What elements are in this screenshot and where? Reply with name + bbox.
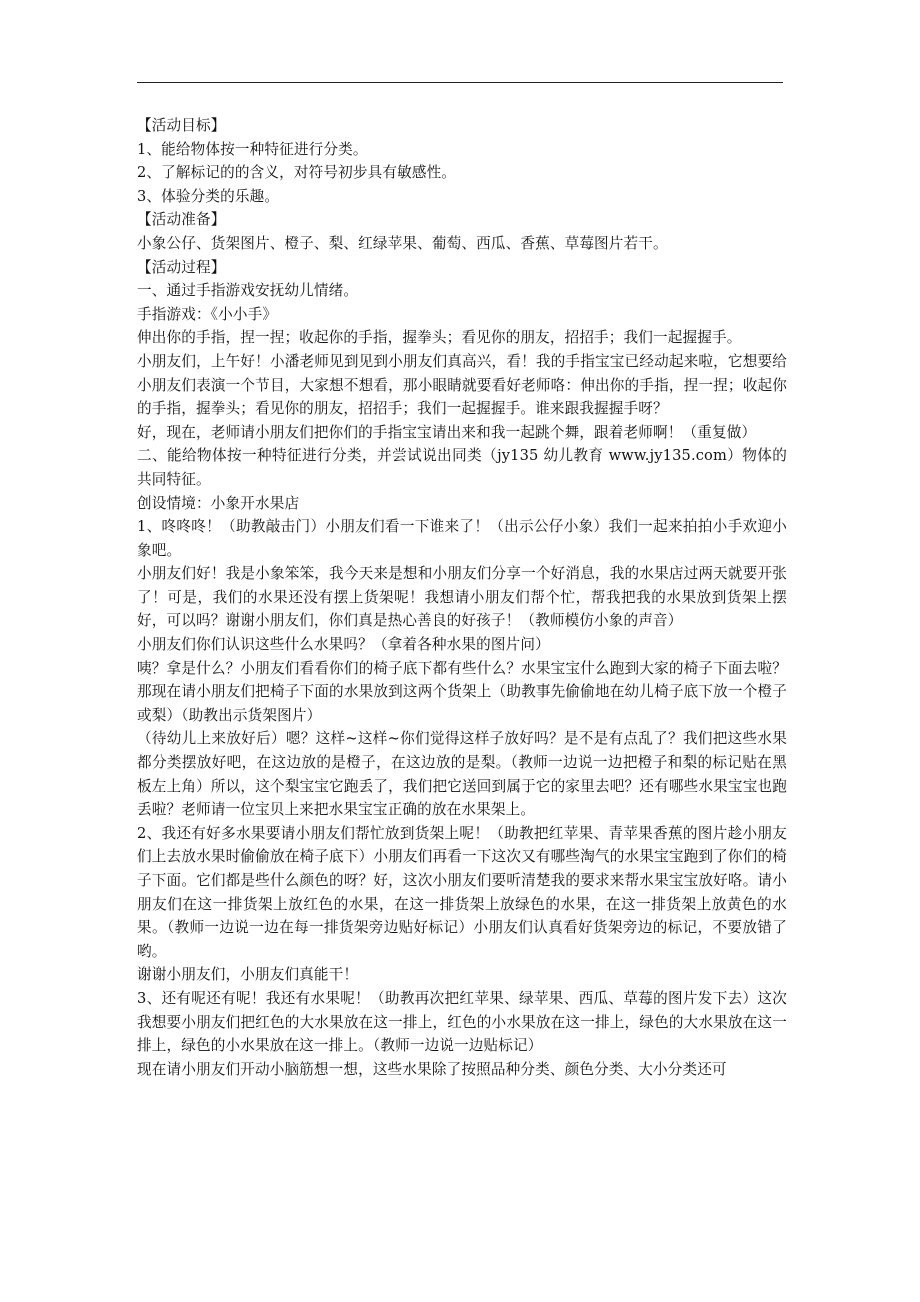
- paragraph: 3、还有呢还有呢！我还有水果呢！（助教再次把红苹果、绿苹果、西瓜、草莓的图片发下去）这次我想要小朋友们把红色的大水果放在这一排上，红色的小水果放在这一排上，绿色的大水果放在这一排上，绿色的小水果放在这一排上。（教师一边说一边贴标记）: [137, 989, 787, 1055]
- preparation-text: 小象公仔、货架图片、橙子、梨、红绿苹果、葡萄、西瓜、香蕉、草莓图片若干。: [137, 234, 668, 252]
- section-heading-goals: 【活动目标】: [137, 117, 226, 134]
- finger-game-title: 手指游戏：《小小手》: [137, 305, 278, 323]
- scenario-title: 创设情境：小象开水果店: [137, 494, 300, 512]
- paragraph: 好，现在，老师请小朋友们把你们的手指宝宝请出来和我一起跳个舞，跟着老师啊！（重复做）: [137, 423, 757, 441]
- goal-item-1: 1、能给物体按一种特征进行分类。: [137, 140, 368, 158]
- paragraph: 小朋友们，上午好！小潘老师见到见到小朋友们真高兴，看！我的手指宝宝已经动起来啦，它想要给小朋友们表演一个节目，大家想不想看，那小眼睛就要看好老师咯：伸出你的手指，捏一捏；收起你的手指，握拳头；看见你的朋友，招招手；我们一起握握手。谁来跟我握握手呀？: [137, 352, 787, 418]
- paragraph: （待幼儿上来放好后）嗯？这样~这样~你们觉得这样子放好吗？是不是有点乱了？我们把这些水果都分类摆放好吧，在这边放的是橙子，在这边放的是梨。（教师一边说一边把橙子和梨的标记贴在黑板左上角）所以，这个梨宝宝它跑丢了，我们把它送回到属于它的家里去吧？还有哪些水果宝宝也跑丢啦？老师请一位宝贝上来把水果宝宝正确的放在水果架上。: [137, 730, 787, 819]
- process-step-1-title: 一、通过手指游戏安抚幼儿情绪。: [137, 282, 359, 300]
- section-heading-process: 【活动过程】: [137, 258, 226, 276]
- process-step-2-title: 二、能给物体按一种特征进行分类，并尝试说出同类（jy135 幼儿教育 www.jy135.com）物体的共同特征。: [137, 447, 787, 488]
- goal-item-2: 2、了解标记的的含义，对符号初步具有敏感性。: [137, 164, 457, 182]
- finger-game-rhyme: 伸出你的手指，捏一捏；收起你的手指，握拳头；看见你的朋友，招招手；我们一起握握手。: [137, 329, 742, 347]
- paragraph: 小朋友们好！我是小象笨笨，我今天来是想和小朋友们分享一个好消息，我的水果店过两天就要开张了！可是，我们的水果还没有摆上货架呢！我想请小朋友们帮个忙，帮我把我的水果放到货架上摆好，可以吗？谢谢小朋友们，你们真是热心善良的好孩子！（教师模仿小象的声音）: [137, 565, 787, 630]
- paragraph: 小朋友们你们认识这些什么水果吗？（拿着各种水果的图片问）: [137, 636, 550, 654]
- goal-item-3: 3、体验分类的乐趣。: [137, 187, 280, 205]
- paragraph: 咦？拿是什么？小朋友们看看你们的椅子底下都有些什么？水果宝宝什么跑到大家的椅子下面去啦？那现在请小朋友们把椅子下面的水果放到这两个货架上（助教事先偷偷地在幼儿椅子底下放一个橙子或梨）（助教出示货架图片）: [137, 659, 787, 724]
- paragraph: 谢谢小朋友们，小朋友们真能干！: [137, 966, 359, 984]
- paragraph: 现在请小朋友们开动小脑筋想一想，这些水果除了按照品种分类、颜色分类、大小分类还可: [137, 1060, 727, 1078]
- section-heading-preparation: 【活动准备】: [137, 211, 226, 229]
- document-body: [137, 114, 787, 1081]
- paragraph: 2、我还有好多水果要请小朋友们帮忙放到货架上呢！（助教把红苹果、青苹果香蕉的图片趁小朋友们上去放水果时偷偷放在椅子底下）小朋友们再看一下这次又有哪些淘气的水果宝宝跑到了你们的椅子下面。它们都是些什么颜色的呀？好，这次小朋友们要听清楚我的要求来帮水果宝宝放好咯。请小朋友们在这一排货架上放红色的水果，在这一排货架上放绿色的水果，在这一排货架上放黄色的水果。（教师一边说一边在每一排货架旁边贴好标记）小朋友们认真看好货架旁边的标记，不要放错了哟。: [137, 824, 787, 960]
- paragraph: 1、咚咚咚！（助教敲击门）小朋友们看一下谁来了！（出示公仔小象）我们一起来拍拍小手欢迎小象吧。: [137, 518, 787, 559]
- header-divider: [137, 82, 783, 83]
